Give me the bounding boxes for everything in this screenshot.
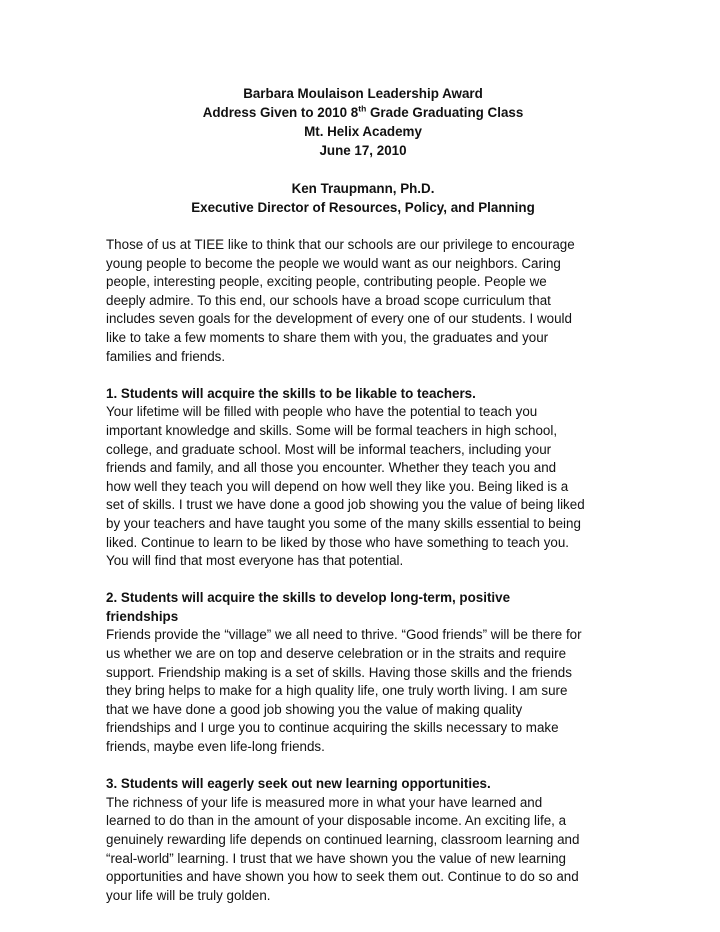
intro-line: deeply admire. To this end, our schools have a broad scope curriculum that	[106, 292, 551, 308]
section-body-line: friends and family, and all those you encounter. Whether they teach you and	[106, 460, 557, 476]
section-body-line: us whether we are on top and deserve celebration or in the straits and require	[106, 646, 567, 662]
document-body	[106, 236, 620, 905]
intro-line: includes seven goals for the development of every one of our students. I would	[106, 311, 572, 327]
section-body-line: they bring helps to make for a high quality life, one truly worth living. I am sure	[106, 683, 568, 699]
speech-date: June 17, 2010	[319, 143, 407, 158]
document-header	[106, 84, 620, 217]
address-title	[106, 103, 620, 122]
section-body-line: friends, maybe even life-long friends.	[106, 739, 325, 755]
section-heading: 3. Students will eagerly seek out new learning opportunities.	[106, 776, 491, 792]
speaker-name: Ken Traupmann, Ph.D.	[291, 181, 435, 196]
intro-line: families and friends.	[106, 348, 226, 364]
section-body-line: how well they teach you will depend on how well they like you. Being liked is a	[106, 478, 569, 494]
school-name: Mt. Helix Academy	[304, 124, 422, 139]
address-title-pre: Address Given to 2010 8	[202, 105, 359, 120]
section-heading: 2. Students will acquire the skills to develop long-term, positive	[106, 590, 511, 606]
intro-line: like to take a few moments to share them with you, the graduates and your	[106, 329, 549, 345]
intro-line: people, interesting people, exciting people, contributing people. People we	[106, 274, 547, 290]
section-heading: 1. Students will acquire the skills to be likable to teachers.	[106, 385, 476, 401]
address-title-sup: th	[358, 103, 367, 114]
section-body-line: by your teachers and have taught you some of the many skills essential to being	[106, 515, 581, 531]
document-page	[106, 84, 620, 905]
section-body-line: learned to do than in the amount of your disposable income. An exciting life, a	[106, 813, 567, 829]
speaker-title: Executive Director of Resources, Policy, and Planning	[191, 200, 535, 215]
section-body-line: important knowledge and skills. Some will be formal teachers in high school,	[106, 422, 558, 438]
section-heading: friendships	[106, 608, 179, 624]
section-body-line: that we have done a good job showing you the value of making quality	[106, 701, 523, 717]
section-body-line: You will find that most everyone has that potential.	[106, 553, 404, 569]
section-body-line: genuinely rewarding life depends on continued learning, classroom learning and	[106, 832, 580, 847]
address-title-post: Grade Graduating Class	[366, 105, 524, 120]
section-body-line: The richness of your life is measured more in what your have learned and	[106, 794, 543, 810]
section-body-line: your life will be truly golden.	[106, 887, 271, 903]
award-title: Barbara Moulaison Leadership Award	[243, 86, 483, 101]
section-body-line: “real-world” learning. I trust that we have shown you the value of new learning	[106, 850, 566, 866]
section-body-line: liked. Continue to learn to be liked by those who have something to teach you.	[106, 534, 570, 550]
section-body-line: Friends provide the “village” we all need to thrive. “Good friends” will be there for	[106, 627, 582, 643]
intro-line: young people to become the people we would want as our neighbors. Caring	[106, 255, 561, 271]
section-body-line: college, and graduate school. Most will be informal teachers, including your	[106, 441, 552, 457]
section-body-line: set of skills. I trust we have done a good job showing you the value of being liked	[106, 497, 585, 513]
intro-line: Those of us at TIEE like to think that our schools are our privilege to encourage	[106, 237, 575, 252]
section-body-line: opportunities and have shown you how to seek them out. Continue to do so and	[106, 869, 579, 885]
section-body-line: Your lifetime will be filled with people who have the potential to teach you	[106, 404, 538, 420]
section-body-line: friendships and I urge you to continue acquiring the skills necessary to make	[106, 720, 559, 736]
section-body-line: support. Friendship making is a set of skills. Having those skills and the friends	[106, 664, 572, 680]
